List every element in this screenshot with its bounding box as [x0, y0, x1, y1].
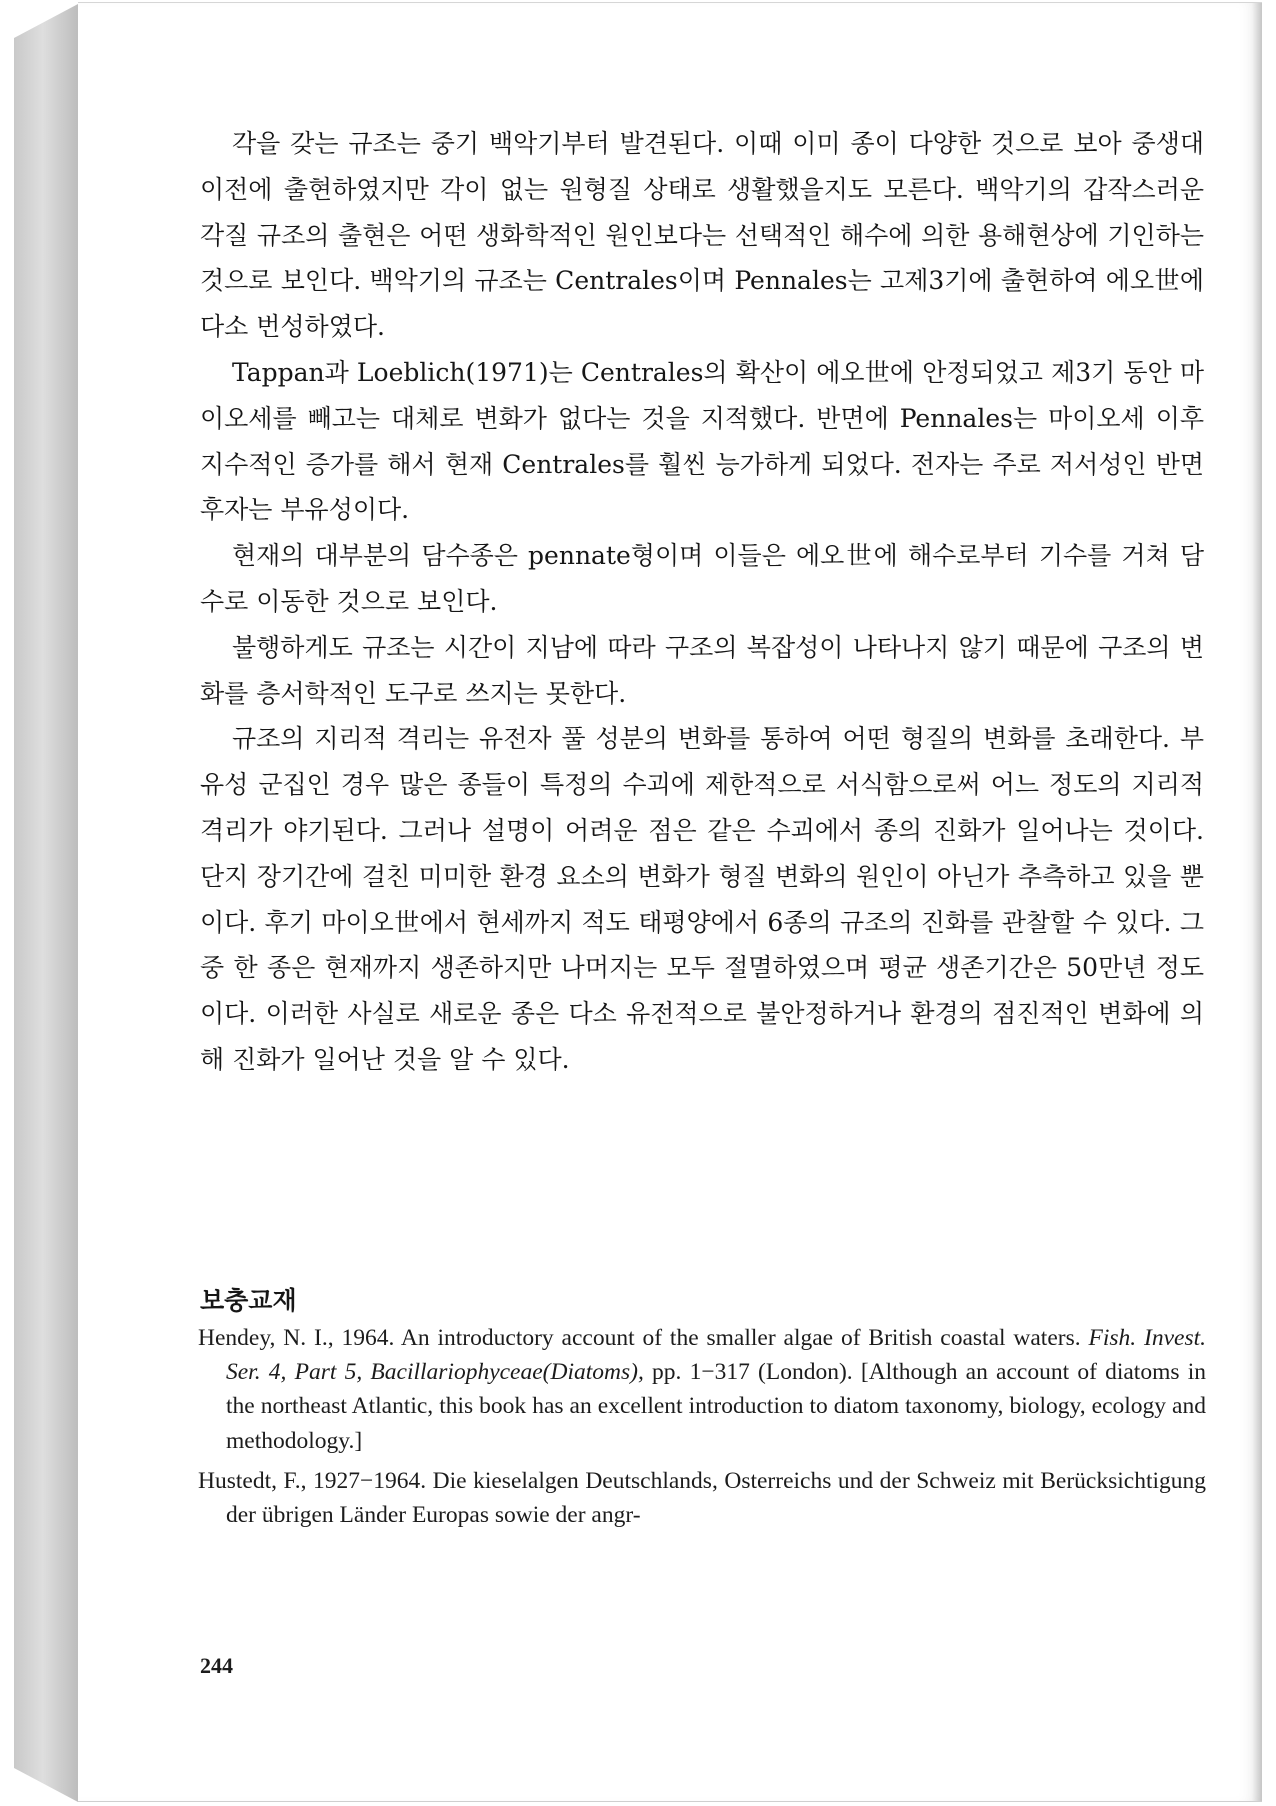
page-edge-shadow	[1252, 3, 1262, 1801]
reference-text: pp. 1−317 (London). [Although an account of diatoms in the northeast Atlantic, this book has an excellent introduction to diatom taxonomy, biology, ecology and methodology.]	[226, 1359, 1206, 1454]
reference-journal-italic: Fish. Invest. Ser. 4, Part 5, Bacillariophyceae(Diatoms),	[226, 1325, 1206, 1386]
book-page	[78, 2, 1262, 1802]
reference-list	[198, 1321, 1206, 1538]
paragraph-1: 각을 갖는 규조는 중기 백악기부터 발견된다. 이때 이미 종이 다양한 것으로 보아 중생대 이전에 출현하였지만 각이 없는 원형질 상태로 생활했을지도 모른다. 백악기의 갑작스러운 각질 규조의 출현은 어떤 생화학적인 원인보다는 선택적인 해수에 의한 용해현상에 기인하는 것으로 보인다. 백악기의 규조는 Centrales이며 Pennales는 고제3기에 출현하여 에오世에 다소 번성하였다.	[200, 129, 1204, 342]
book-spine	[14, 4, 78, 1802]
paragraph-5: 규조의 지리적 격리는 유전자 풀 성분의 변화를 통하여 어떤 형질의 변화를 초래한다. 부유성 군집인 경우 많은 종들이 특정의 수괴에 제한적으로 서식함으로써 어느 정도의 지리적 격리가 야기된다. 그러나 설명이 어려운 점은 같은 수괴에서 종의 진화가 일어나는 것이다. 단지 장기간에 걸친 미미한 환경 요소의 변화가 형질 변화의 원인이 아닌가 추측하고 있을 뿐이다. 후기 마이오世에서 현세까지 적도 태평양에서 6종의 규조의 진화를 관찰할 수 있다. 그 중 한 종은 현재까지 생존하지만 나머지는 모두 절멸하였으며 평균 생존기간은 50만년 정도이다. 이러한 사실로 새로운 종은 다소 유전적으로 불안정하거나 환경의 점진적인 변화에 의해 진화가 일어난 것을 알 수 있다.	[200, 724, 1204, 1074]
body-text	[200, 121, 1204, 1083]
supplementary-heading: 보충교재	[200, 1286, 297, 1315]
reference-entry-hendey	[198, 1321, 1206, 1458]
reference-text: Hustedt, F., 1927−1964. Die kieselalgen Deutschlands, Osterreichs und der Schweiz mit Berücksichtigung der übrigen Länder Europas sowie der angr-	[198, 1467, 1206, 1529]
page-number: 244	[200, 1653, 233, 1678]
reference-text: Hendey, N. I., 1964. An introductory account of the smaller algae of British coastal waters.	[198, 1325, 1089, 1351]
paragraph-2: Tappan과 Loeblich(1971)는 Centrales의 확산이 에오世에 안정되었고 제3기 동안 마이오세를 빼고는 대체로 변화가 없다는 것을 지적했다. 반면에 Pennales는 마이오세 이후 지수적인 증가를 해서 현재 Centrales를 훨씬 능가하게 되었다. 전자는 주로 저서성인 반면 후자는 부유성이다.	[200, 357, 1204, 525]
paragraph-4: 불행하게도 규조는 시간이 지남에 따라 구조의 복잡성이 나타나지 않기 때문에 구조의 변화를 층서학적인 도구로 쓰지는 못한다.	[200, 632, 1204, 708]
reference-entry-hustedt	[198, 1464, 1206, 1532]
paragraph-3: 현재의 대부분의 담수종은 pennate형이며 이들은 에오世에 해수로부터 기수를 거쳐 담수로 이동한 것으로 보인다.	[200, 541, 1204, 616]
